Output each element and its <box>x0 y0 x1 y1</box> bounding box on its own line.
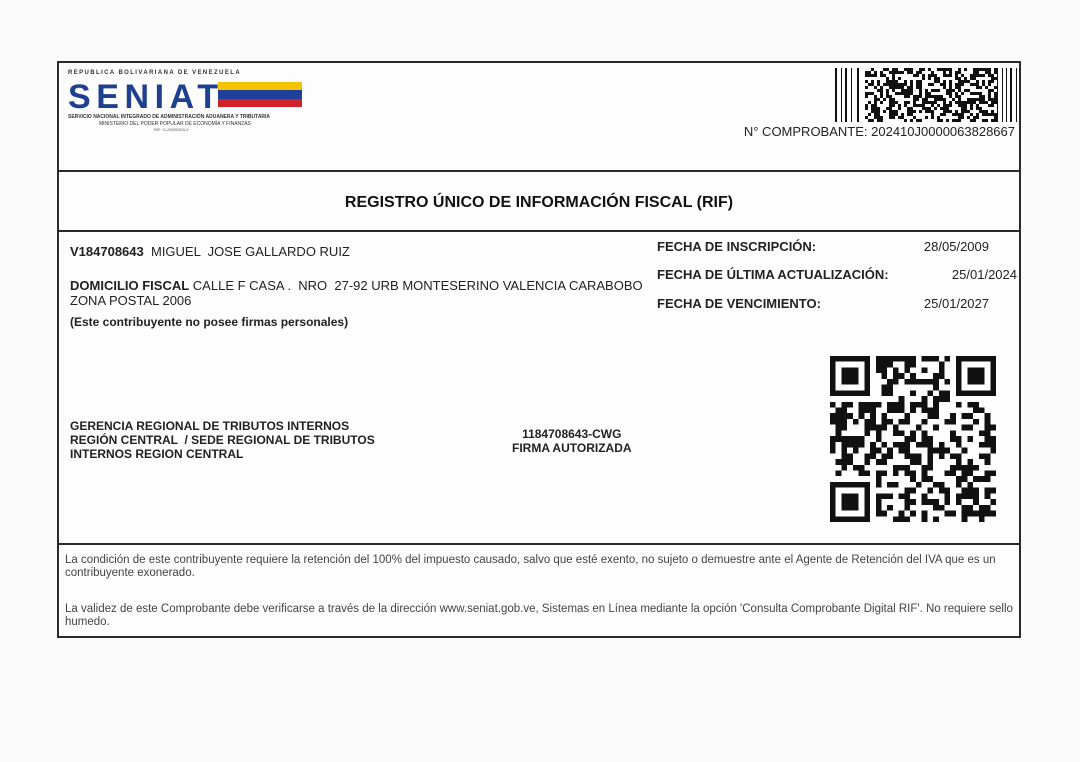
expiry-date: 25/01/2027 <box>923 296 989 311</box>
signature-note: (Este contribuyente no posee firmas personales) <box>70 315 349 329</box>
divider <box>59 170 1019 172</box>
seniat-logo <box>68 78 308 112</box>
divider <box>59 543 1019 545</box>
document-title: REGISTRO ÚNICO DE INFORMACIÓN FISCAL (RIF) <box>344 194 734 211</box>
issuing-office <box>70 419 450 461</box>
republic-heading: REPUBLICA BOLIVARIANA DE VENEZUELA <box>68 70 242 76</box>
update-date-label: FECHA DE ÚLTIMA ACTUALIZACIÓN: <box>657 267 889 282</box>
authorized-signature <box>512 427 632 455</box>
svg-text:SENIAT: SENIAT <box>68 78 218 112</box>
logo-rif: RIF: G-20000303-0 <box>154 127 189 132</box>
domicilio-label: DOMICILIO FISCAL <box>70 278 190 293</box>
divider <box>59 230 1019 232</box>
barcode-image <box>835 68 1021 122</box>
signature-code: 1184708643-CWG <box>522 427 622 441</box>
ministry-subtitle: MINISTERIO DEL PODER POPULAR DE ECONOMÍA Y FINANZAS <box>99 121 251 127</box>
taxpayer-name: MIGUEL JOSE GALLARDO RUIZ <box>150 244 350 259</box>
fiscal-address <box>70 278 660 308</box>
update-date: 25/01/2024 <box>951 267 1017 282</box>
comprobante-number: N° COMPROBANTE: 202410J0000063828667 <box>743 124 1015 139</box>
domicilio-value: CALLE F CASA . NRO 27-92 URB MONTESERINO VALENCIA CARABOBO ZONA POSTAL 2006 <box>70 278 647 308</box>
validity-note: La validez de este Comprobante debe verificarse a través de la dirección www.seniat.gob.ve, Sistemas en Línea mediante la opción 'Consulta Comprobante Digital RIF'. No requiere sello humedo. <box>65 603 1013 628</box>
retention-note: La condición de este contribuyente requiere la retención del 100% del impuesto causado, salvo que esté exento, no sujeto o demuestre ante el Agente de Retención del IVA que es un contribuyente exonerado. <box>65 554 996 579</box>
taxpayer-line <box>70 244 350 259</box>
rif-number: V184708643 <box>70 244 144 259</box>
office-line: REGIÓN CENTRAL / SEDE REGIONAL DE TRIBUTOS <box>70 433 375 447</box>
logo-subtitle: SERVICIO NACIONAL INTEGRADO DE ADMINISTRACIÓN ADUANERA Y TRIBUTARIA <box>68 114 271 120</box>
inscription-date-label: FECHA DE INSCRIPCIÓN: <box>657 239 817 254</box>
signature-label: FIRMA AUTORIZADA <box>512 441 632 455</box>
office-line: GERENCIA REGIONAL DE TRIBUTOS INTERNOS <box>70 419 350 433</box>
qr-code <box>829 356 997 522</box>
expiry-date-label: FECHA DE VENCIMIENTO: <box>657 296 821 311</box>
rif-certificate <box>57 61 1021 638</box>
office-line: INTERNOS REGION CENTRAL <box>70 447 244 461</box>
inscription-date: 28/05/2009 <box>923 239 989 254</box>
